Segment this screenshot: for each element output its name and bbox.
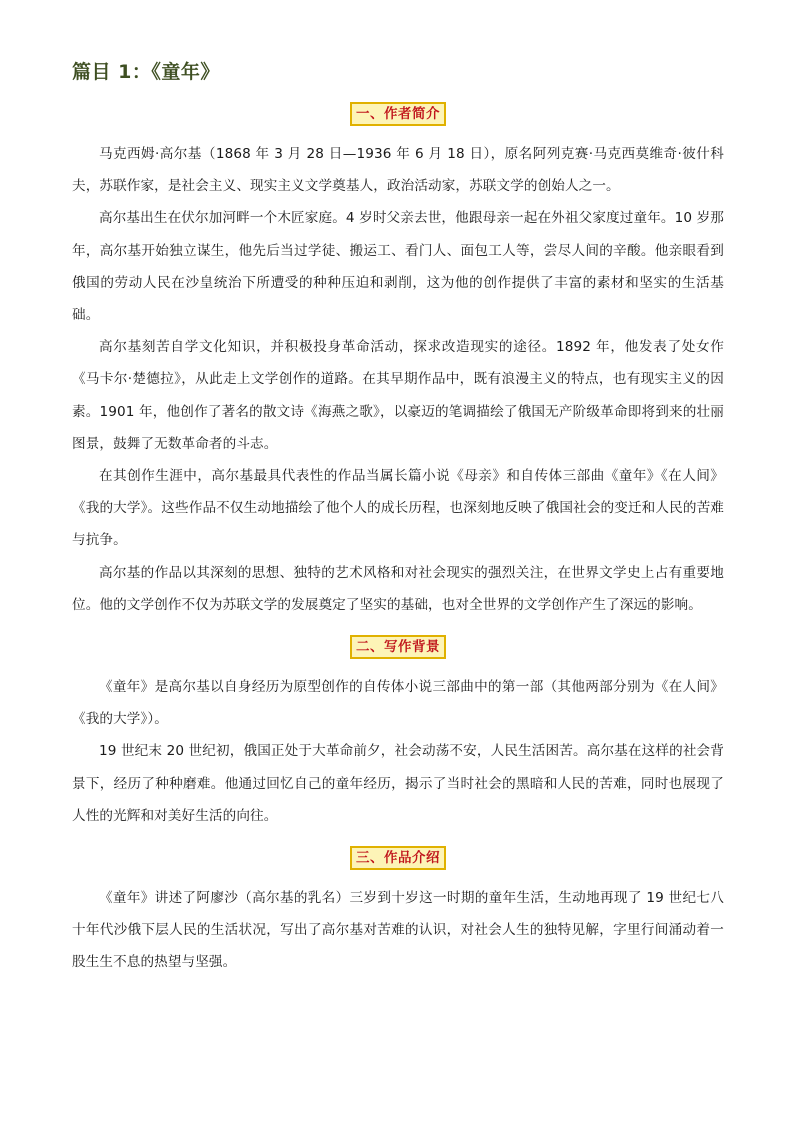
section-writing-background: [72, 635, 724, 832]
section-heading-wrap: [72, 102, 724, 128]
section-heading-writing-background: 二、写作背景: [350, 635, 446, 659]
section-heading-author-intro: 一、作者简介: [350, 102, 446, 126]
section-author-intro: [72, 102, 724, 621]
section-heading-work-intro: 三、作品介绍: [350, 846, 446, 870]
paragraph: 在其创作生涯中，高尔基最具代表性的作品当属长篇小说《母亲》和自传体三部曲《童年》《在人间》《我的大学》。这些作品不仅生动地描绘了他个人的成长历程，也深刻地反映了俄国社会的变迁和人民的苦难与抗争。: [72, 468, 724, 549]
section-heading-wrap: [72, 846, 724, 872]
section-heading-wrap: [72, 635, 724, 661]
paragraph: 《童年》讲述了阿廖沙（高尔基的乳名）三岁到十岁这一时期的童年生活，生动地再现了 19 世纪七八十年代沙俄下层人民的生活状况，写出了高尔基对苦难的认识，对社会人生的独特见解，字里行间涌动着一股生生不息的热望与坚强。: [72, 890, 724, 971]
chapter-title: 篇目 1：《童年》: [72, 61, 220, 83]
paragraph: 马克西姆·高尔基（1868 年 3 月 28 日—1936 年 6 月 18 日），原名阿列克赛·马克西莫维奇·彼什科夫，苏联作家，是社会主义、现实主义文学奠基人，政治活动家，苏联文学的创始人之一。: [72, 146, 724, 195]
document-page: [72, 56, 724, 979]
paragraph: 高尔基出生在伏尔加河畔一个木匠家庭。4 岁时父亲去世，他跟母亲一起在外祖父家度过童年。10 岁那年，高尔基开始独立谋生，他先后当过学徒、搬运工、看门人、面包工人等，尝尽人间的辛酸。他亲眼看到俄国的劳动人民在沙皇统治下所遭受的种种压迫和剥削，这为他的创作提供了丰富的素材和坚实的生活基础。: [72, 210, 724, 324]
paragraph: 高尔基的作品以其深刻的思想、独特的艺术风格和对社会现实的强烈关注，在世界文学史上占有重要地位。他的文学创作不仅为苏联文学的发展奠定了坚实的基础，也对全世界的文学创作产生了深远的影响。: [72, 564, 724, 613]
section-work-intro: [72, 846, 724, 979]
paragraph: 19 世纪末 20 世纪初，俄国正处于大革命前夕，社会动荡不安，人民生活困苦。高尔基在这样的社会背景下，经历了种种磨难。他通过回忆自己的童年经历，揭示了当时社会的黑暗和人民的苦难，同时也展现了人性的光辉和对美好生活的向往。: [72, 743, 724, 824]
paragraph: 《童年》是高尔基以自身经历为原型创作的自传体小说三部曲中的第一部（其他两部分别为《在人间》《我的大学》）。: [72, 679, 724, 728]
paragraph: 高尔基刻苦自学文化知识，并积极投身革命活动，探求改造现实的途径。1892 年，他发表了处女作《马卡尔·楚德拉》，从此走上文学创作的道路。在其早期作品中，既有浪漫主义的特点，也有现实主义的因素。1901 年，他创作了著名的散文诗《海燕之歌》，以豪迈的笔调描绘了俄国无产阶级革命即将到来的壮丽图景，鼓舞了无数革命者的斗志。: [72, 339, 724, 452]
